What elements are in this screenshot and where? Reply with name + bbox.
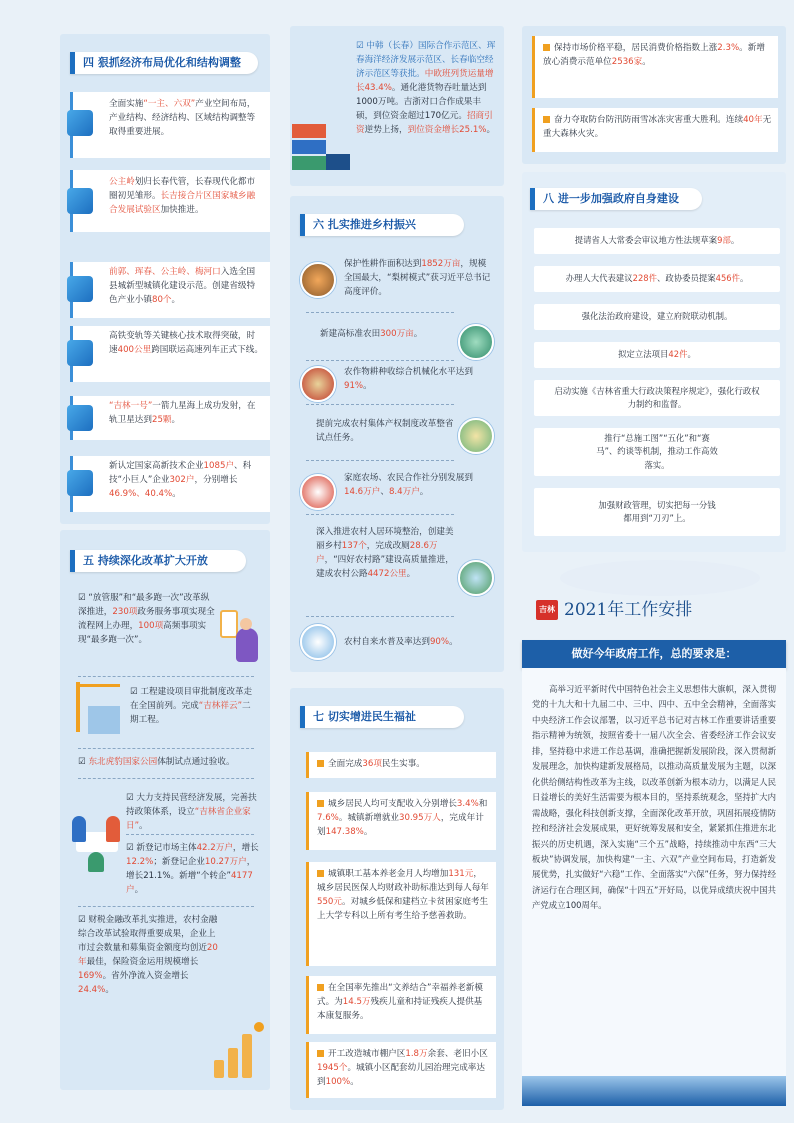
robot-icon — [67, 470, 93, 496]
tractor-field-icon — [300, 262, 336, 298]
s5-divider-5 — [78, 906, 254, 907]
s7-item-2: 城乡居民人均可支配收入分别增长3.4%和7.6%。城镇新增就业30.95万人，完成年计划147.38%。 — [306, 792, 496, 850]
section-8-title: 八 进一步加强政府自身建设 — [530, 188, 702, 210]
s7-item-4: 在全国率先推出“文养结合”幸福养老新模式。为14.5万残疾儿童和持证残疾人提供基本康复服务。 — [306, 976, 496, 1034]
barn-icon — [300, 474, 336, 510]
right-top-item-2: 奋力夺取防台防汛防雨雪冰冻灾害重大胜利。连续40年无重大森林火灾。 — [532, 108, 778, 152]
coins-growth-illustration — [212, 1014, 266, 1078]
s4-item-5-text: “吉林一号”一箭九星海上成功发射，在轨卫星达到25颗。 — [109, 401, 256, 425]
s5-para-4: ☑ 大力支持民营经济发展，完善扶持政策体系，设立“吉林省企业家日”。 — [126, 793, 257, 831]
s4-item-6 — [70, 456, 270, 512]
town-icon — [67, 276, 93, 302]
s7-item-3: 城镇职工基本养老金月人均增加131元，城乡居民医保人均财政补助标准达到每人每年550元。对城乡低保和建档立卡贫困家庭考生上大学专科以上所有考生给予慈善救助。 — [306, 862, 496, 966]
section-6-title: 六 扎实推进乡村振兴 — [300, 214, 464, 236]
map-icon — [458, 418, 494, 454]
s4-item-1 — [70, 92, 270, 158]
s4-item-6-text: 新认定国家高新技术企业1085户、科技“小巨人”企业302户，分别增长46.9%、40.4%。 — [109, 461, 252, 499]
s6-row-7: 农村自来水普及率达到90%。 — [344, 637, 458, 647]
s8-box-4: 拟定立法项目42件。 — [534, 342, 780, 368]
meeting-illustration — [70, 808, 124, 874]
s8-box-2: 办理人大代表建议228件、政协委员提案456件。 — [534, 266, 780, 292]
s8-box-1: 提请省人大常委会审议地方性法规草案9部。 — [534, 228, 780, 254]
s7-item-5: 开工改造城市棚户区1.8万余套、老旧小区1945个。城镇小区配套幼儿园治理完成率达到100%。 — [306, 1042, 496, 1098]
bullet-square-icon — [543, 44, 550, 51]
plan-body: 高举习近平新时代中国特色社会主义思想伟大旗帜，深入贯彻党的十九大和十九届二中、三中、四中、五中全会精神，全面落实中央经济工作会议部署，以习近平总书记对吉林工作重要讲话重要指示精神为统领，按照省委十一届八次全会、省委经济工作会议安排，坚持稳中求进工作总基调，准确把握新发展阶段，深入贯彻新发展理念，加快构建新发展格局，以推动高质量发展为主题，以深化供给侧结构性改革为主线，以改革创新为根本动力，以满足人民日益增长的美好生活需要为根本目的，坚持系统观念，坚持扩大内需战略，强化科技创新支撑，全面深化改革开放，巩固拓展疫情防控和经济社会发展成果，更好统筹发展和安全，紧紧抓住推进东北振兴的历史机遇，深入实施“三个五”战略，持续推动中东西“三大板块”协调发展，加快构建“一主、六双”产业空间布局，打造新发展优势，扎实做好“六稳”工作、全面落实“六保”任务，努力保持经济运行在合理区间，确保“十四五”开好局，以优异成绩庆祝中国共产党成立100周年。 — [532, 684, 776, 911]
bullet-square-icon — [317, 1050, 324, 1057]
s5-para-2: ☑ 工程建设项目审批制度改革走在全国前列。完成“吉林祥云”二期工程。 — [130, 687, 253, 725]
mid-top-text: ☑ 中韩（长春）国际合作示范区、珲春海洋经济发展示范区、长春临空经济示范区等获批。中欧班列货运量增长43.4%。通化港货物吞吐量达到1000万吨。吉浙对口合作成果丰硕，到位资金超过170亿元。招商引资逆势上扬，到位资金增长25.1%。 — [356, 41, 496, 135]
s5-divider-4 — [126, 834, 254, 835]
s4-item-1-text: 全面实施“一主、六双”产业空间布局，产业结构、经济结构、区域结构调整等取得重要进展。 — [109, 99, 256, 137]
water-tap-icon — [300, 624, 336, 660]
jilin-logo: 吉林 — [536, 600, 558, 620]
bullet-square-icon — [317, 870, 324, 877]
s7-item-1: 全面完成36项民生实事。 — [306, 752, 496, 778]
s6-row-2: 新建高标准农田300万亩。 — [320, 329, 423, 339]
s5-para-6: ☑ 财税金融改革扎实推进，农村金融综合改革试验取得重要成果，企业上市过会数量和募集资金额度均创近20年最佳，保险资金运用规模增长169%。省外净流入资金增长24.4%。 — [78, 915, 218, 995]
s5-para-1: ☑ “放管服”和“最多跑一次”改革纵深推进，230项政务服务事项实现全流程网上办理，100项高频事项实现“最多跑一次”。 — [78, 593, 215, 645]
s6-row-4: 提前完成农村集体产权制度改革整省试点任务。 — [316, 419, 454, 443]
bullet-square-icon — [317, 984, 324, 991]
plan-header — [534, 596, 780, 624]
city-icon — [67, 188, 93, 214]
train-icon — [67, 340, 93, 366]
s8-box-6: 推行“总施工图”“五化”和“赛马”、约谈等机制，推动工作高效落实。 — [534, 428, 780, 476]
bullet-square-icon — [543, 116, 550, 123]
s5-para-5: ☑ 新登记市场主体42.2万户，增长12.2%；新登记企业10.27万户，增长21.1%。新增“个转企”4177户。 — [126, 843, 259, 895]
s5-divider-1 — [78, 676, 254, 677]
s4-item-5 — [70, 396, 270, 440]
s4-item-4-text: 高铁变轨等关键核心技术取得突破，时速400公里跨国联运高速列车正式下线。 — [109, 331, 263, 355]
farmland-icon — [458, 324, 494, 360]
containers-illustration — [290, 110, 354, 182]
s6-row-1: 保护性耕作面积达到1852万亩，规模全国最大，“梨树模式”获习近平总书记高度评价。 — [344, 259, 491, 297]
bullet-square-icon — [317, 760, 324, 767]
s4-item-3-text: 前郭、珲春、公主岭、梅河口入选全国县城新型城镇化建设示范。创建省级特色产业小镇80个。 — [109, 267, 256, 305]
s6-divider-4 — [306, 460, 454, 461]
section-4-title: 四 狠抓经济布局优化和结构调整 — [70, 52, 258, 74]
harvester-icon — [300, 366, 336, 402]
section-5-title: 五 持续深化改革扩大开放 — [70, 550, 246, 572]
s5-para-3: ☑ 东北虎豹国家公园体制试点通过验收。 — [78, 757, 235, 767]
s5-divider-3 — [78, 778, 254, 779]
s6-row-3: 农作物耕种收综合机械化水平达到91%。 — [344, 367, 473, 391]
phone-user-illustration — [218, 606, 264, 670]
s6-row-6: 深入推进农村人居环境整治，创建美丽乡村137个，完成改厕28.6万户，“四好农村路”建设高质量推进，建成农村公路4472公里。 — [316, 527, 454, 579]
s6-divider-6 — [306, 616, 454, 617]
section-7-title: 七 切实增进民生福祉 — [300, 706, 464, 728]
s8-box-5: 启动实施《吉林省重大行政决策程序规定》，强化行政权力制约和监督。 — [534, 380, 780, 416]
village-road-icon — [458, 560, 494, 596]
plan-title: 2021年工作安排 — [564, 600, 693, 620]
skyline-decor — [522, 1076, 786, 1106]
s8-box-3: 强化法治政府建设，建立府院联动机制。 — [534, 304, 780, 330]
s8-box-7: 加强财政管理，切实把每一分钱都用到“刀刃”上。 — [534, 488, 780, 536]
s6-divider-2 — [306, 360, 454, 361]
s4-item-4 — [70, 326, 270, 382]
construction-illustration — [70, 682, 126, 738]
s4-item-2-text: 公主岭划归长春代管，长春现代化都市圈初见雏形。长吉接合片区国家城乡融合发展试验区加快推进。 — [109, 177, 256, 215]
industry-icon — [67, 110, 93, 136]
bullet-square-icon — [317, 800, 324, 807]
satellite-icon — [67, 405, 93, 431]
right-top-item-1: 保持市场价格平稳，居民消费价格指数上涨2.3%。新增放心消费示范单位2536家。 — [532, 36, 778, 98]
s6-row-5: 家庭农场、农民合作社分别发展到14.6万户、8.4万户。 — [344, 473, 473, 497]
s6-divider-5 — [306, 514, 454, 515]
plan-body-panel — [522, 668, 786, 1106]
s4-item-2 — [70, 170, 270, 232]
plan-subtitle-bar — [522, 640, 786, 668]
plan-subtitle: 做好今年政府工作，总的要求是： — [571, 647, 737, 660]
s6-divider-1 — [306, 312, 454, 313]
s4-item-3 — [70, 262, 270, 318]
s5-divider-2 — [78, 748, 254, 749]
decor-blob — [560, 560, 760, 596]
s6-divider-3 — [306, 404, 454, 405]
